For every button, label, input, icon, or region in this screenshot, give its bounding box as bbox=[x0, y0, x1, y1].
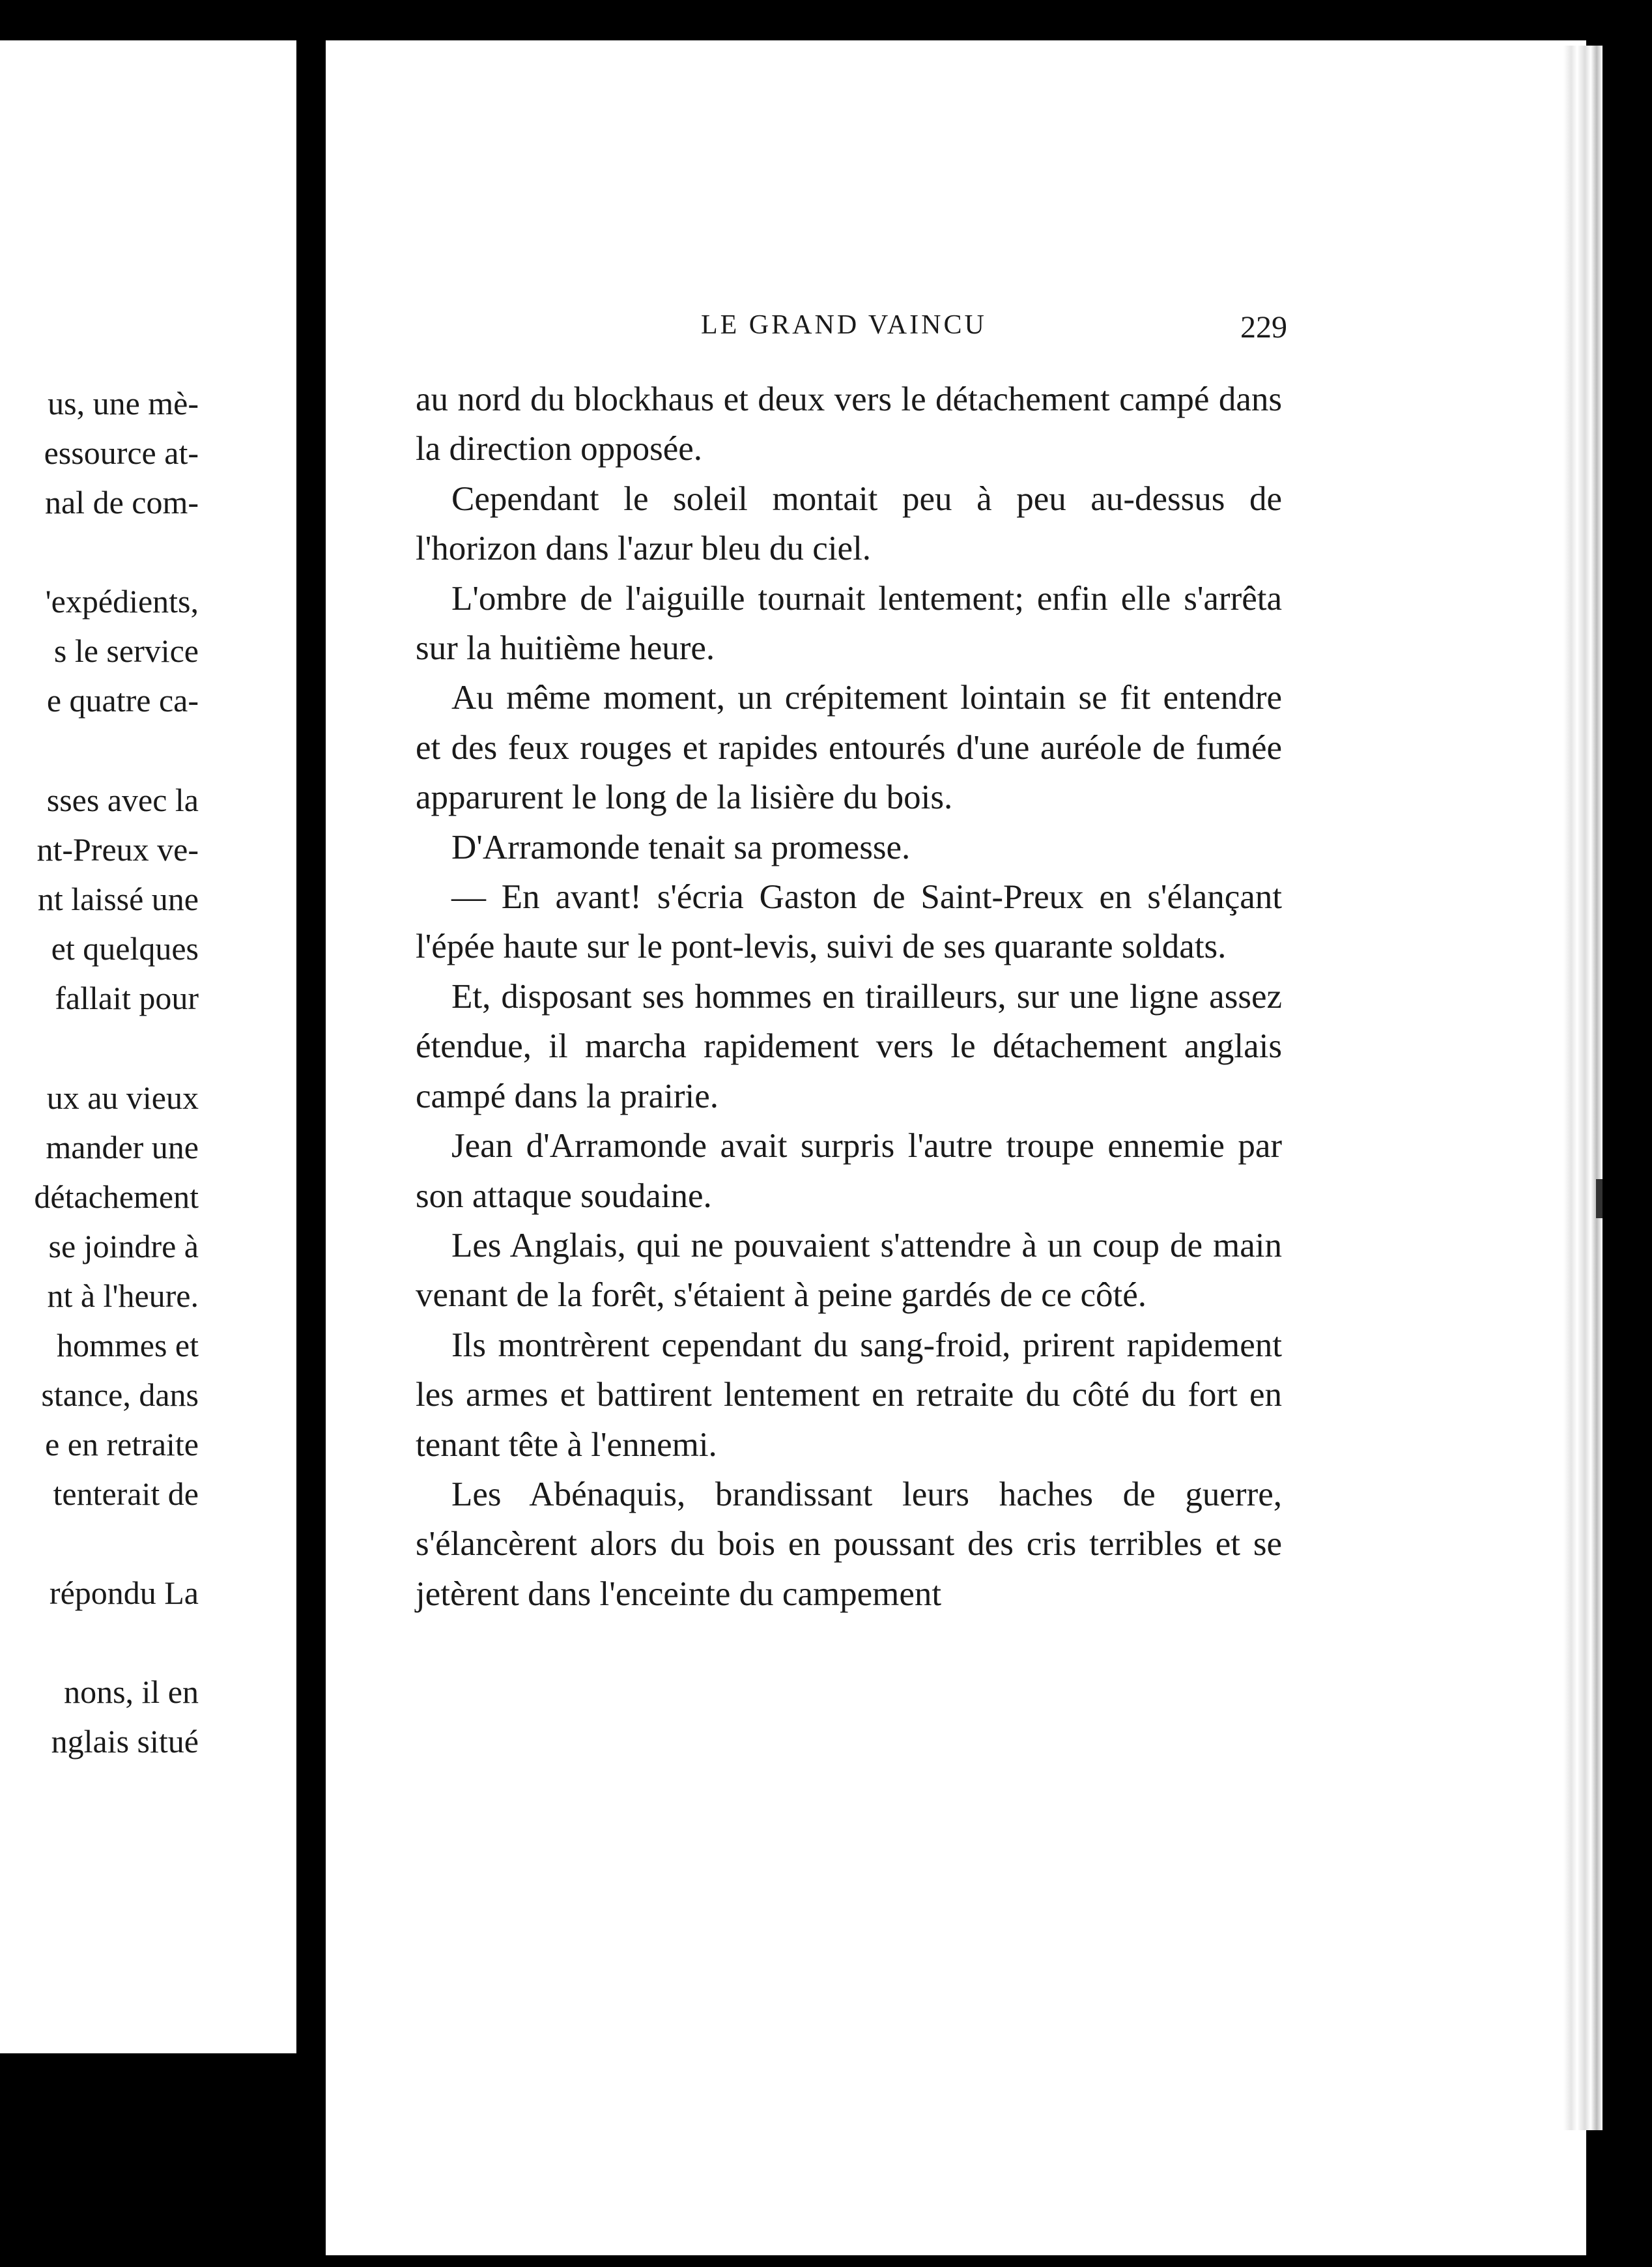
left-line: mander une bbox=[46, 1129, 199, 1165]
paragraph: Cependant le soleil montait peu à peu au-dessus de l'horizon dans l'azur bleu du ciel. bbox=[416, 479, 1282, 568]
left-page bbox=[0, 40, 296, 2053]
paragraph: L'ombre de l'aiguille tournait lentement; enfin elle s'arrêta sur la huitième heure. bbox=[416, 579, 1282, 668]
paragraph: au nord du blockhaus et deux vers le détachement campé dans la direction opposée. bbox=[416, 380, 1282, 468]
left-line: nons, il en bbox=[64, 1674, 199, 1710]
body-text bbox=[416, 375, 1282, 1619]
paragraph: Jean d'Arramonde avait surpris l'autre troupe ennemie par son attaque soudaine. bbox=[416, 1127, 1282, 1215]
left-line: 'expédients, bbox=[45, 583, 199, 620]
left-line: tenterait de bbox=[53, 1476, 199, 1512]
paragraph: Au même moment, un crépitement lointain se fit entendre et des feux rouges et rapides entourés d'une auréole de fumée apparurent le long de la lisière du bois. bbox=[416, 679, 1282, 817]
left-line: us, une mè- bbox=[48, 385, 199, 421]
left-line: nt-Preux ve- bbox=[36, 831, 199, 868]
left-line: e en retraite bbox=[45, 1426, 199, 1462]
paragraph: Les Abénaquis, brandissant leurs haches de guerre, s'élancèrent alors du bois en poussant des cris terribles et se jetèrent dans l'enceinte du campement bbox=[416, 1475, 1282, 1613]
left-line: s le service bbox=[53, 633, 199, 669]
paragraph: D'Arramonde tenait sa promesse. bbox=[451, 828, 911, 866]
left-line: et quelques bbox=[51, 930, 199, 967]
left-line: nt laissé une bbox=[37, 881, 199, 917]
paragraph: — En avant! s'écria Gaston de Saint-Preux en s'élançant l'épée haute sur le pont-levis, suivi de ses quarante soldats. bbox=[416, 878, 1282, 966]
left-line: sses avec la bbox=[46, 782, 199, 818]
left-line: ux au vieux bbox=[46, 1079, 199, 1116]
left-line: détachement bbox=[34, 1178, 199, 1215]
left-line: nt à l'heure. bbox=[47, 1277, 199, 1314]
left-line: répondu La bbox=[49, 1575, 199, 1611]
running-head bbox=[375, 309, 1287, 349]
paragraph: Les Anglais, qui ne pouvaient s'attendre à un coup de main venant de la forêt, s'étaient à peine gardés de ce côté. bbox=[416, 1226, 1282, 1315]
left-line: essource at- bbox=[44, 435, 199, 471]
left-line: nglais situé bbox=[51, 1723, 199, 1760]
left-line: se joindre à bbox=[48, 1228, 199, 1264]
left-line: nal de com- bbox=[44, 484, 199, 520]
paragraph: Et, disposant ses hommes en tirailleurs, sur une ligne assez étendue, il marcha rapidement vers le détachement anglais campé dans la prairie. bbox=[416, 977, 1282, 1115]
book-gutter bbox=[296, 40, 326, 2053]
page-edge bbox=[1563, 46, 1602, 2130]
left-line: e quatre ca- bbox=[46, 682, 199, 719]
paragraph: Ils montrèrent cependant du sang-froid, prirent rapidement les armes et battirent lentement en retraite du côté du fort en tenant tête à l'ennemi. bbox=[416, 1326, 1282, 1464]
left-line: hommes et bbox=[56, 1327, 199, 1363]
left-line: fallait pour bbox=[55, 980, 199, 1016]
left-line: stance, dans bbox=[41, 1376, 199, 1413]
scan-mark bbox=[1596, 1179, 1602, 1218]
running-head-title: LE GRAND VAINCU bbox=[701, 310, 987, 340]
page-number: 229 bbox=[1240, 310, 1287, 345]
